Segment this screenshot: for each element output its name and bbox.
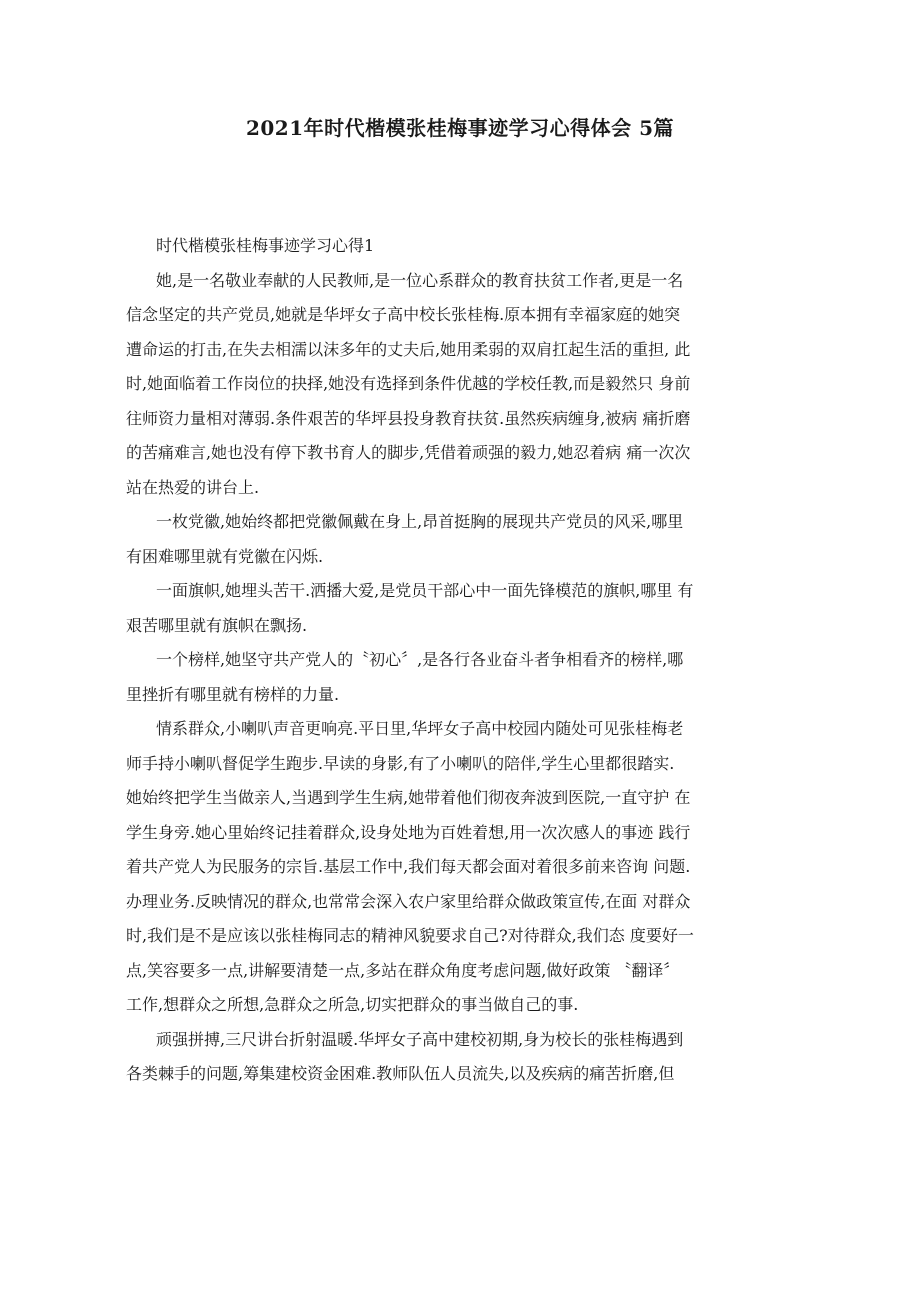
- text-line: 着共产党人为民服务的宗旨.基层工作中,我们每天都会面对着很多前来咨询 问题.: [126, 857, 691, 876]
- text-line: 往师资力量相对薄弱.条件艰苦的华坪县投身教育扶贫.虽然疾病缠身,被病 痛折磨: [126, 408, 691, 428]
- text-line: 师手持小喇叭督促学生跑步.早读的身影,有了小喇叭的陪伴,学生心里都很踏实.: [126, 753, 675, 773]
- text-line: 顽强拼搏,三尺讲台折射温暖.华坪女子高中建校初期,身为校长的张桂梅遇到: [156, 1029, 684, 1049]
- paragraph-2: [126, 506, 798, 575]
- paragraph-1: [126, 265, 798, 507]
- text-line: 站在热爱的讲台上.: [126, 477, 260, 497]
- section-heading: 时代楷模张桂梅事迹学习心得1: [156, 236, 375, 255]
- text-line: 一枚党徽,她始终都把党徽佩戴在身上,昂首挺胸的展现共产党员的风采,哪里: [156, 512, 684, 531]
- document-title: 2021年时代楷模张桂梅事迹学习心得体会 5篇: [245, 116, 675, 140]
- text-line: 各类棘手的问题,筹集建校资金困难.教师队伍人员流失,以及疾病的痛苦折磨,但: [126, 1064, 675, 1083]
- paragraph-6: [126, 1024, 798, 1093]
- text-line: 情系群众,小喇叭声音更响亮.平日里,华坪女子高中校园内随处可见张桂梅老: [156, 719, 684, 738]
- text-line: 一面旗帜,她埋头苦干.洒播大爱,是党员干部心中一面先锋模范的旗帜,哪里 有: [156, 581, 694, 600]
- text-line: 里挫折有哪里就有榜样的力量.: [126, 684, 340, 704]
- paragraph-5: [126, 713, 798, 1024]
- text-line: 办理业务.反映情况的群众,也常常会深入农户家里给群众做政策宣传,在面 对群众: [126, 891, 691, 911]
- text-line: 她,是一名敬业奉献的人民教师,是一位心系群众的教育扶贫工作者,更是一名: [156, 270, 684, 290]
- text-line: 一个榜样,她坚守共产党人的〝初心〞,是各行各业奋斗者争相看齐的榜样,哪: [156, 650, 684, 669]
- text-line: 学生身旁.她心里始终记挂着群众,设身处地为百姓着想,用一次次感人的事迹 践行: [126, 822, 691, 842]
- text-line: 艰苦哪里就有旗帜在飘扬.: [126, 615, 308, 635]
- text-line: 点,笑容要多一点,讲解要清楚一点,多站在群众角度考虑问题,做好政策 〝翻译〞: [126, 960, 680, 980]
- text-line: 时,我们是不是应该以张桂梅同志的精神风貌要求自己?对待群众,我们态 度要好一: [126, 926, 694, 945]
- document-body: [126, 230, 798, 1093]
- text-line: 的苦痛难言,她也没有停下教书育人的脚步,凭借着顽强的毅力,她忍着病 痛一次次: [126, 443, 691, 462]
- text-line: 有困难哪里就有党徽在闪烁.: [126, 546, 324, 566]
- text-line: 信念坚定的共产党员,她就是华坪女子高中校长张桂梅.原本拥有幸福家庭的她突: [126, 305, 681, 324]
- text-line: 工作,想群众之所想,急群众之所急,切实把群众的事当做自己的事.: [126, 995, 579, 1014]
- text-line: 遭命运的打击,在失去相濡以沫多年的丈夫后,她用柔弱的双肩扛起生活的重担, 此: [126, 339, 691, 359]
- paragraph-4: [126, 644, 798, 713]
- text-line: 她始终把学生当做亲人,当遇到学生生病,她带着他们彻夜奔波到医院,一直守护 在: [126, 788, 691, 807]
- paragraph-3: [126, 575, 798, 644]
- text-line: 时,她面临着工作岗位的抉择,她没有选择到条件优越的学校任教,而是毅然只 身前: [126, 374, 691, 393]
